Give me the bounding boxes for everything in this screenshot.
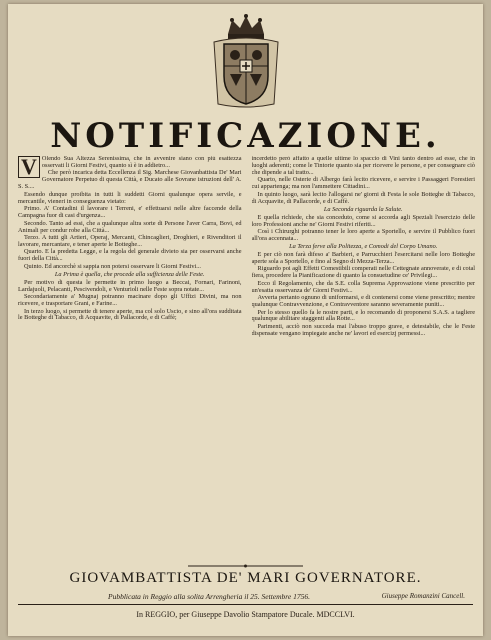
paragraph: Per motivo di questa le permette in primo luogo a Beccai, Fornari, Farinoni, Lardajuoli, Pelacanti, Pescivendoli, e Venturioli nelle Feste sopra notate...: [18, 278, 242, 293]
drop-cap: V: [18, 156, 40, 178]
governor-signature: GIOVAMBATTISTA DE' MARI GOVERNATORE.: [69, 570, 422, 586]
paragraph: Che però incarica detta Eccellenza il Sig. Marchese Giovanbattista De' Mari Governatore Perpetuo di questa Città, e Ducato alle Sovrane istruzioni dell' A. S. S....: [18, 169, 242, 191]
paragraph: Essendo dunque proibita in tutti li suddetti Giorni qualunque opera servile, e mercantile, vieneri in conseguenza vietato:: [18, 190, 242, 205]
paragraph: incerdetto però affatto a quelle ultime lo spaccio di Vini tanto dentro ad esse, che in luoghi aderenti; come le Tintorie quanto sia per ricevere le persone, e per consegnare ciò che dipende a tal tratto...: [251, 156, 475, 176]
paragraph: Parimenti, acciò non succeda mai l'abuso troppo grave, e detestabile, che le Feste dispensate vengano impiegate anche ne' lavori ed esercizj permessi...: [251, 322, 475, 337]
chancellor-name: Giuseppe Romanzini Cancell.: [381, 592, 465, 600]
text-columns: [18, 156, 475, 561]
paragraph: Secondo. Tanto ad essi, che a qualunque altra sorte di Persone l'aver Carra, Bovi, ed Animali per condur robe alla Città...: [18, 219, 242, 234]
paragraph: Riguardo poi agli Effetti Comestibili comperati nelle Cettegnate annoverate, e di cotal fiera, procedere la Pianificazione di quanto la consuetudine ce' Privilegi...: [251, 265, 475, 280]
paragraph: Ecco il Regolamento, che da S.E. colla Suprema Approvazione viene prescritto per un'esatta osservanza de' Giorni Festivi...: [251, 279, 475, 294]
right-column: [252, 156, 476, 561]
paragraph: In quinto luogo, sarà lecito l'allogarsi ne' giorni di Festa le sole Botteghe di Tabacco, di Acquavite, di Pallacorde, e di Caffè.: [251, 190, 475, 205]
section-heading: La Prima è quella, che procede alla sufficienza delle Feste.: [54, 270, 205, 278]
left-column: [18, 156, 242, 561]
paragraph: Così i Chirurghi potranno tener le loro aperte a Sportello, e servire il Pubblico fuori all'ora accennata...: [251, 228, 475, 242]
paragraph: Avverta pertanto ognuno di uniformarsi, e di contenersi come viene prescritto; mentre qualunque Contravvenzione, e Contravventore saranno severamente puniti...: [251, 294, 475, 309]
paragraph: Terzo. A tutti gli Artieri, Operaj, Mercanti, Chincaglieri, Droghieri, e Rivenditori il lavorare, mercantare, e tener aperte le Botteghe...: [18, 233, 242, 248]
document-title: NOTIFICAZIONE.: [50, 116, 441, 156]
paragraph: Primo. A' Contadini il lavorare i Terreni, e' effettuarsi nelle altre faccende della Campagna fuor di casi d'urgenza...: [18, 205, 242, 220]
opening-paragraph: V Olendo Sua Altezza Serenissima, che in avvenire siano con più esattezza osservati li Giorni Festivi, quanto sì è in addietro...: [18, 156, 242, 170]
paragraph: E per ciò non farà difeso a' Barbieri, e Parrucchieri l'esercitarsi nelle loro Botteghe aperte sola a Sportello, e fino al Segno di Mezza-Terza...: [251, 250, 475, 265]
paragraph: Per lo stesso quello fa le nostre parti, e lo recomando di proponersi S.A.S. a tagliere qualunque abilitare staggenti alla Rotte...: [251, 308, 475, 323]
paragraph: In terzo luogo, si permette di tenere aperte, ma col solo Uscio, e sino all'ora sudditata le Botteghe di Tabacco, di Acquavite, di Pallacorde, e di Caffè;: [18, 307, 242, 322]
printer-imprint: In REGGIO, per Giuseppe Davolio Stampatore Ducale. MDCCLVI.: [136, 610, 355, 619]
section-heading: La Terza ferve alla Politezza, e Comodi del Corpo Umano.: [289, 242, 438, 250]
footer-rule: [18, 604, 473, 605]
ornament-divider: [188, 564, 303, 568]
paragraph: Quarto, nelle Osterie di Albergo farà lecito ricevere, e servire i Passaggeri Forestieri cui appartenga; ma non l'ammettere Cittadini...: [251, 176, 475, 191]
paragraph: E quella richiede, che sia conceduto, come si accorda agli Speziali l'esercizio delle loro Professioni anche ne' Giorni Festivi riferiti...: [251, 213, 475, 228]
section-heading: La Seconda riguarda la Salute.: [323, 205, 403, 213]
paragraph: Quinto. Ed ancorchè si sappia non potersi osservare li Giorni Festivi...: [24, 262, 201, 270]
paragraph: Secondariamente a' Mugnaj potranno macinare dopo gli Uffizi Divini, ma non ricevere, e trasportare Grani, e Farine...: [18, 293, 242, 308]
publication-note: Pubblicata in Reggio alla solita Arrengheria il 25. Settembre 1756.: [108, 592, 310, 601]
paragraph: Quarto. E la predetta Legge, e la regola del generale divieto sia per osservarsi anche fuori della Città...: [18, 248, 242, 263]
document-sheet: [8, 4, 483, 636]
ducal-coat-of-arms: [210, 12, 282, 110]
